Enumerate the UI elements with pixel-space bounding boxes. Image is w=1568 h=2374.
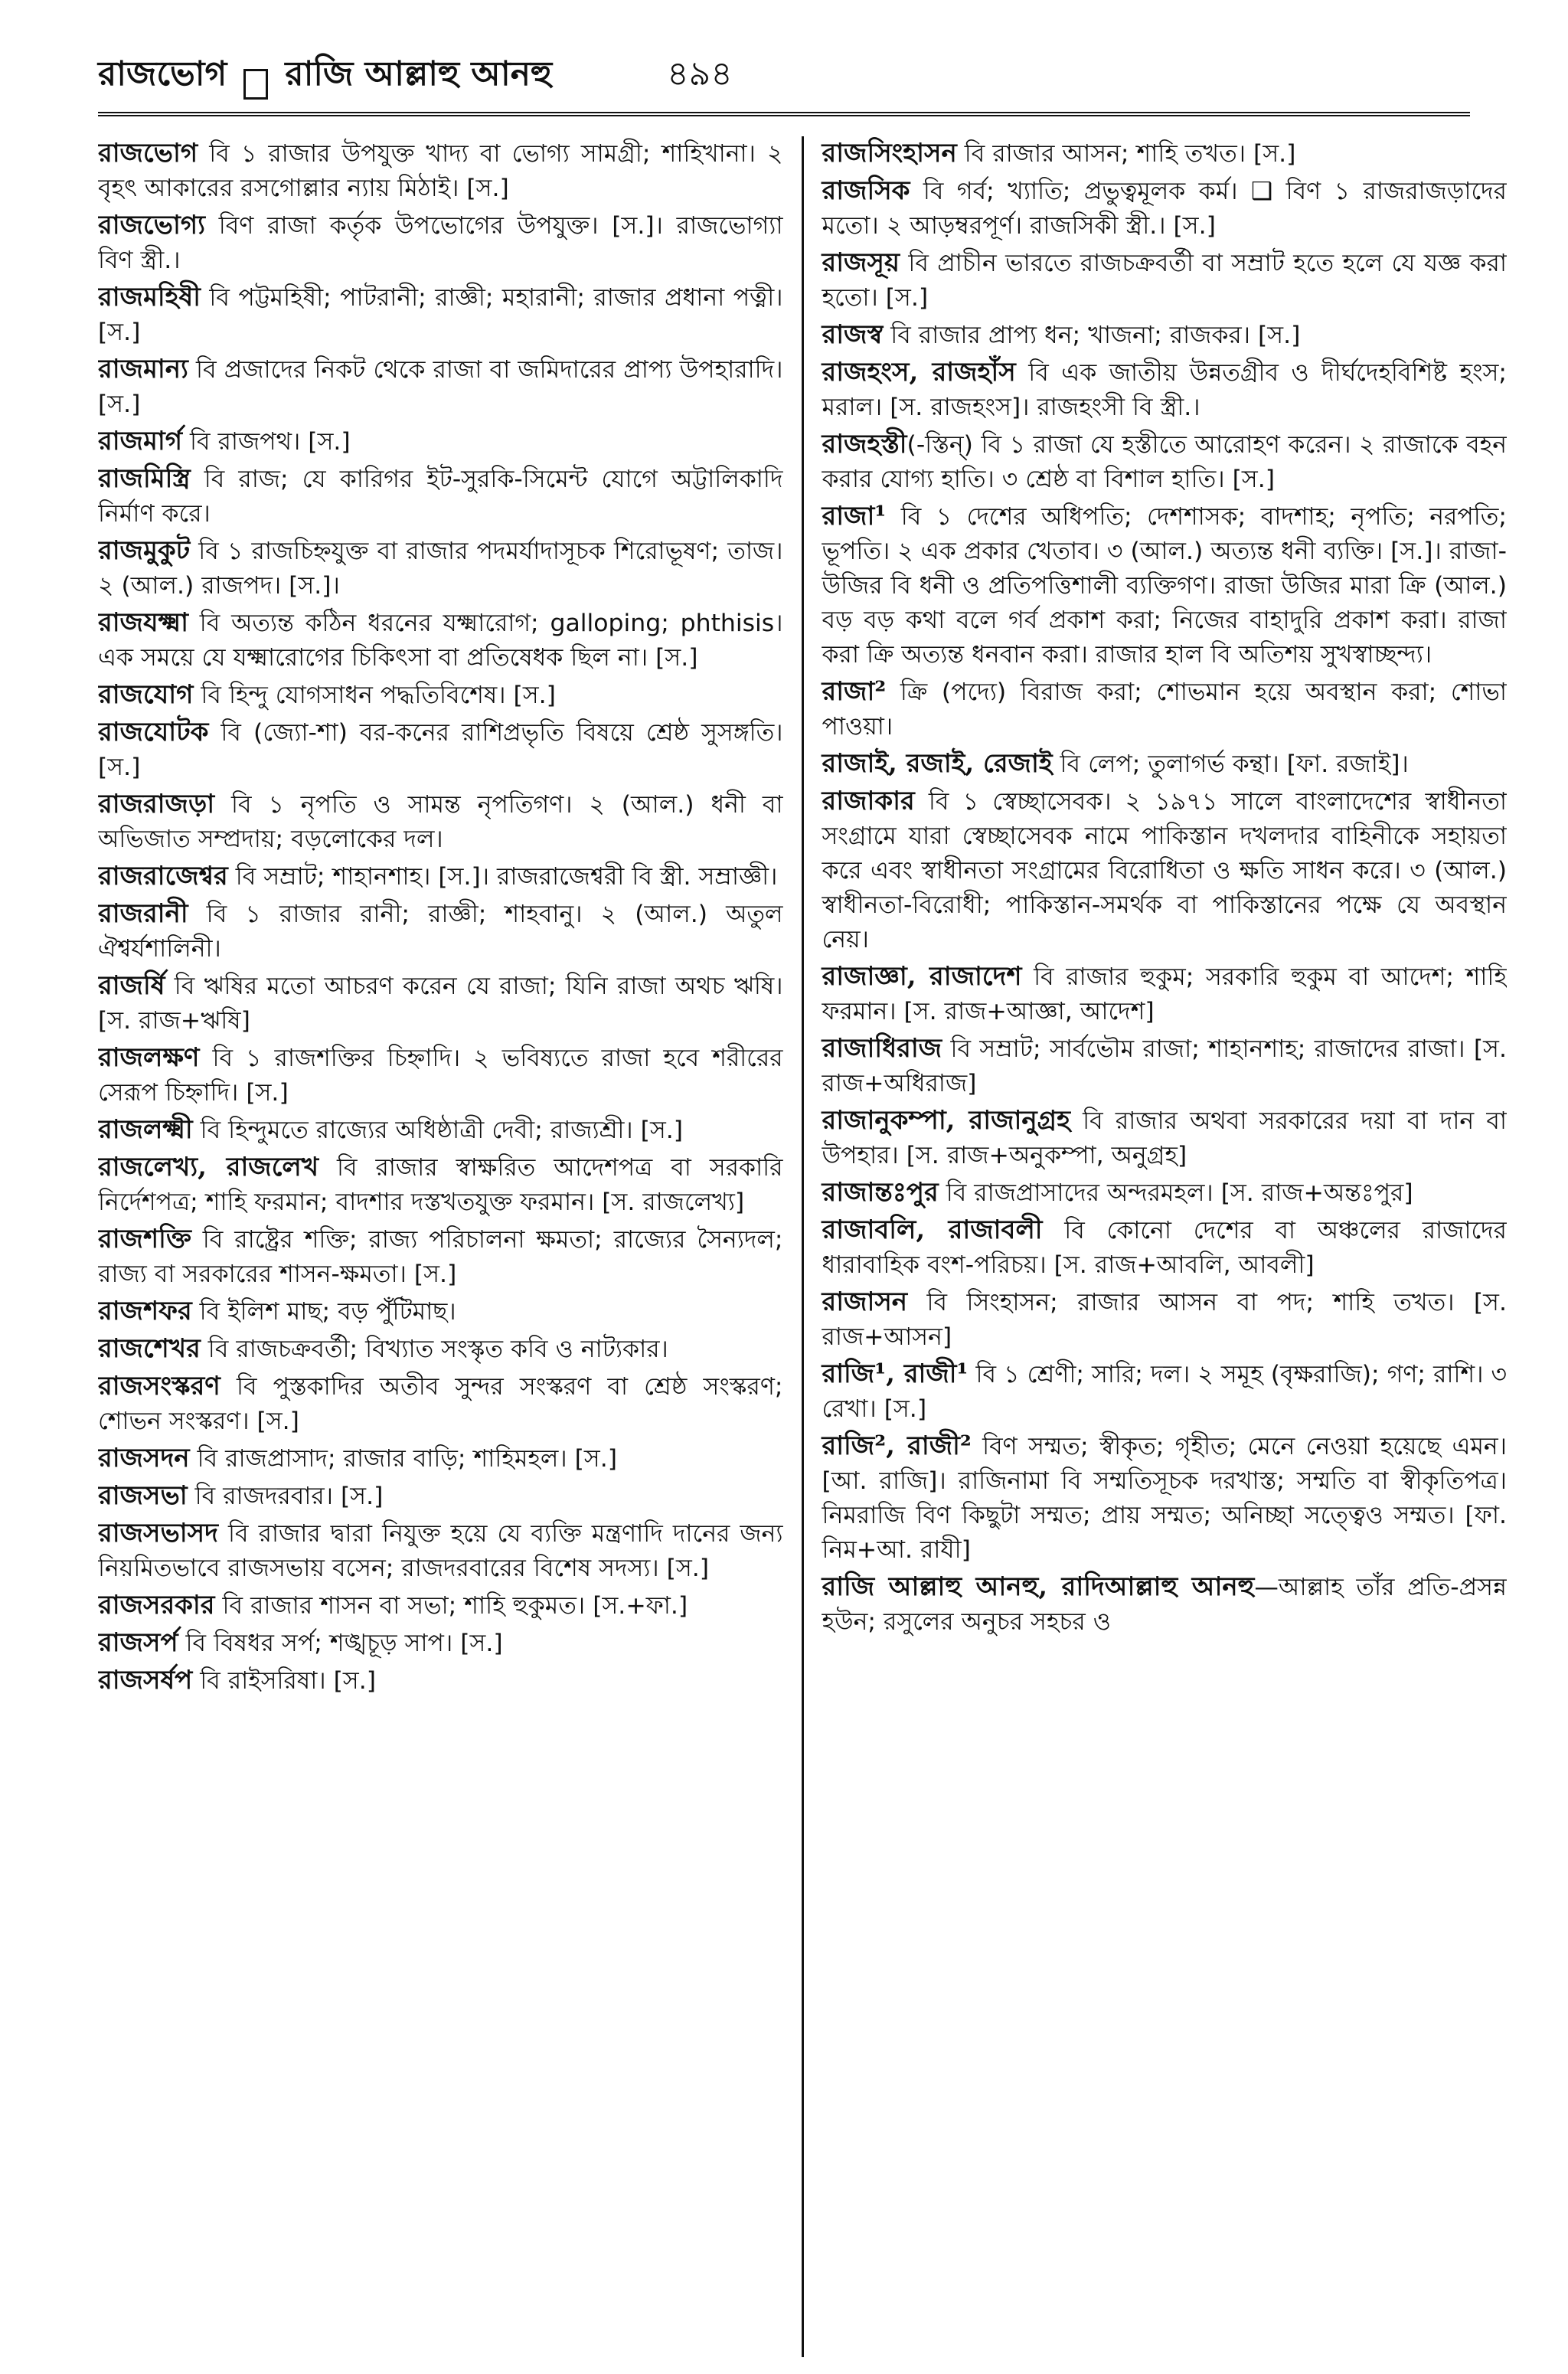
dictionary-entry [98,897,783,966]
entry-definition: বি রাজার হুকুম; সরকারি হুকুম বা আদেশ; শাহি ফরমান। [স. রাজ+আজ্ঞা, আদেশ] [822,963,1507,1025]
entry-headword: রাজানুকম্পা, রাজানুগ্রহ [822,1105,1070,1136]
entry-definition: বি অত্যন্ত কঠিন ধরনের যক্ষ্মারোগ; galloping; phthisis। এক সময়ে যে যক্ষ্মারোগের চিকিৎসা বা প্রতিষেধক ছিল না। [স.] [98,610,783,672]
entry-definition: বি রাজপ্রাসাদ; রাজার বাড়ি; শাহিমহল। [স.] [189,1445,618,1473]
entry-headword: রাজস্ব [822,319,884,350]
dictionary-entry [822,1285,1508,1355]
entry-definition: বি বিষধর সর্প; শঙ্খচূড় সাপ। [স.] [178,1630,503,1657]
entry-definition: বি ১ স্বেচ্ছাসেবক। ২ ১৯৭১ সালে বাংলাদেশের স্বাধীনতা সংগ্রামে যারা স্বেচ্ছাসেবক নামে পাকিস্তান দখলদার বাহিনীকে সহায়তা করে এবং স্বাধীনতা সংগ্রামের বিরোধিতা ও ক্ষতি সাধন করে। ৩ (আল.) স্বাধীনতা-বিরোধী; পাকিস্তান-সমর্থক বা পাকিস্তানের পক্ষে যে অবস্থান নেয়। [822,788,1507,953]
entry-definition: বি রাজার স্বাক্ষরিত আদেশপত্র বা সরকারি নির্দেশপত্র; শাহি ফরমান; বাদশার দস্তখতযুক্ত ফরমান। [স. রাজলেখ্য] [98,1154,783,1216]
dictionary-entry [98,1369,783,1439]
dictionary-entry [98,424,783,459]
left-column [98,136,802,2357]
entry-definition: (-স্তিন্) বি ১ রাজা যে হস্তীতে আরোহণ করেন। ২ রাজাকে বহন করার যোগ্য হাতি। ৩ শ্রেষ্ঠ বা বিশাল হাতি। [স.] [822,431,1507,493]
left-guide-word: রাজভোগ [98,54,227,93]
entry-definition: বি ঋষির মতো আচরণ করেন যে রাজা; যিনি রাজা অথচ ঋষি। [স. রাজ+ঋষি] [98,973,783,1035]
entry-headword: রাজহংস, রাজহাঁস [822,357,1016,387]
entry-headword: রাজসূয় [822,247,900,278]
entry-headword: রাজমিস্ত্রি [98,463,191,494]
entry-definition: বি (জ্যো-শা) বর-কনের রাশিপ্রভৃতি বিষয়ে শ্রেষ্ঠ সুসঙ্গতি। [স.] [98,719,783,781]
entry-definition: বি ১ রাজচিহ্নযুক্ত বা রাজার পদমর্যাদাসূচক শিরোভূষণ; তাজ। ২ (আল.) রাজপদ। [স.]। [98,538,783,600]
dictionary-entry [822,246,1508,316]
entry-definition: বি ১ শ্রেণী; সারি; দল। ২ সমূহ (বৃক্ষরাজি); গণ; রাশি। ৩ রেখা। [স.] [822,1361,1507,1423]
entry-headword: রাজরাজেশ্বর [98,861,228,891]
entry-definition: বি এক জাতীয় উন্নতগ্রীব ও দীর্ঘদেহবিশিষ্ট হংস; মরাল। [স. রাজহংস]। রাজহংসী বি স্ত্রী.। [822,359,1507,421]
entry-definition: ক্রি (পদ্যে) বিরাজ করা; শোভমান হয়ে অবস্থান করা; শোভা পাওয়া। [822,679,1507,741]
dictionary-entry [98,606,783,675]
entry-definition: বি রাজ; যে কারিগর ইট-সুরকি-সিমেন্ট যোগে অট্টালিকাদি নির্মাণ করে। [98,466,783,528]
entry-headword: রাজলেখ্য, রাজলেখ [98,1152,319,1182]
entry-definition: বি রাইসরিষা। [স.] [192,1667,377,1695]
right-guide-word: রাজি আল্লাহু আনহু [285,54,553,93]
dictionary-entry [822,1570,1508,1640]
dictionary-entry [822,747,1508,782]
dictionary-entry [98,678,783,713]
dictionary-entry [98,715,783,785]
entry-headword: রাজরাজড়া [98,789,215,819]
entry-definition: বি ১ রাজশক্তির চিহ্নাদি। ২ ভবিষ্যতে রাজা হবে শরীরের সেরূপ চিহ্নাদি। [স.] [98,1045,783,1107]
entry-definition: বি লেপ; তুলাগর্ভ কন্থা। [ফা. রজাই]। [1052,750,1409,778]
page-number: ৪৯৪ [667,54,733,93]
entry-headword: রাজভোগ্য [98,210,205,240]
entry-definition: বি গর্ব; খ্যাতি; প্রভুত্বমূলক কর্ম। ❑ বিণ ১ রাজরাজড়াদের মতো। ২ আড়ম্বরপূর্ণ। রাজসিকী স্ত্রী.। [স.] [822,178,1507,240]
dictionary-entry [822,1213,1508,1283]
entry-headword: রাজহস্তী [822,429,907,459]
entry-headword: রাজসর্প [98,1627,178,1658]
entry-headword: রাজি আল্লাহু আনহু, রাদিআল্লাহু আনহু [822,1571,1255,1602]
dictionary-entry [98,1516,783,1586]
entry-headword: রাজসদন [98,1443,190,1473]
entry-headword: রাজলক্ষ্মী [98,1114,193,1145]
entry-headword: রাজাবলি, রাজাবলী [822,1215,1043,1245]
dictionary-entry [98,280,783,350]
dictionary-entry [98,208,783,278]
entry-headword: রাজি², রাজী² [822,1431,972,1461]
entry-definition: বি পুস্তকাদির অতীব সুন্দর সংস্করণ বা শ্রেষ্ঠ সংস্করণ; শোভন সংস্করণ। [স.] [98,1373,783,1435]
dictionary-entry [822,499,1508,672]
dictionary-entry [822,136,1508,172]
entry-definition: বি ইলিশ মাছ; বড় পুঁটিমাছ। [191,1298,456,1326]
entry-definition: বিণ সম্মত; স্বীকৃত; গৃহীত; মেনে নেওয়া হয়েছে এমন। [আ. রাজি]। রাজিনামা বি সম্মতিসূচক দরখাস্ত; সম্মতি বা স্বীকৃতিপত্র। নিমরাজি বিণ কিছুটা সম্মত; প্রায় সম্মত; অনিচ্ছা সত্ত্বেও সম্মত। [ফা. নিম+আ. রাযী] [822,1433,1507,1564]
entry-headword: রাজা¹ [822,501,887,531]
guide-separator-box-icon [243,69,268,100]
dictionary-entry [98,1626,783,1661]
entry-headword: রাজমান্য [98,354,188,384]
dictionary-entry [98,1479,783,1514]
entry-headword: রাজান্তঃপুর [822,1177,939,1208]
dictionary-entry [98,859,783,894]
entry-definition: বি হিন্দুমতে রাজ্যের অধিষ্ঠাত্রী দেবী; রাজ্যশ্রী। [স.] [192,1117,684,1144]
entry-definition: বি রাজার শাসন বা সভা; শাহি হুকুমত। [স.+ফা.] [214,1592,688,1620]
entry-headword: রাজর্ষি [98,970,165,1001]
entry-headword: রাজসর্ষপ [98,1665,193,1695]
entry-definition: বি প্রজাদের নিকট থেকে রাজা বা জমিদারের প্রাপ্য উপহারাদি। [স.] [98,356,783,418]
dictionary-entry [98,1588,783,1624]
entry-headword: রাজা² [822,676,887,707]
dictionary-entry [822,427,1508,497]
entry-headword: রাজসরকার [98,1590,215,1620]
entry-definition: বিণ রাজা কর্তৃক উপভোগের উপযুক্ত। [স.]। রাজভোগ্যা বিণ স্ত্রী.। [98,212,783,274]
entry-definition: বি সম্রাট; শাহানশাহ। [স.]। রাজরাজেশ্বরী বি স্ত্রী. সম্রাজ্ঞী। [227,863,778,891]
dictionary-entry [98,1332,783,1367]
entry-definition: বি প্রাচীন ভারতে রাজচক্রবর্তী বা সম্রাট হতে হলে যে যজ্ঞ করা হতো। [স.] [822,250,1507,312]
entry-definition: বি রাজার প্রাপ্য ধন; খাজনা; রাজকর। [স.] [883,322,1301,349]
entry-headword: রাজশফর [98,1296,192,1326]
entry-headword: রাজযক্ষ্মা [98,607,188,638]
dictionary-entry [822,174,1508,244]
dictionary-entry [822,355,1508,425]
entry-headword: রাজি¹, রাজী¹ [822,1359,969,1389]
dictionary-entry [822,1104,1508,1173]
entry-headword: রাজাই, রজাই, রেজাই [822,748,1053,779]
dictionary-entry [98,969,783,1038]
entry-definition: বি পট্টমহিষী; পাটরানী; রাজ্ঞী; মহারানী; রাজার প্রধানা পত্নী। [স.] [98,284,783,346]
dictionary-entry [822,960,1508,1029]
entry-headword: রাজমহিষী [98,282,201,312]
dictionary-entry [98,462,783,531]
dictionary-entry [98,1441,783,1476]
dictionary-entry [822,675,1508,744]
entry-definition: বি রাজপথ। [স.] [182,428,351,456]
entry-headword: রাজাজ্ঞা, রাজাদেশ [822,961,1022,992]
entry-columns [98,136,1507,2357]
dictionary-entry [822,784,1508,957]
entry-headword: রাজলক্ষণ [98,1042,200,1073]
entry-definition: বি ১ দেশের অধিপতি; দেশশাসক; বাদশাহ; নৃপতি; নরপতি; ভূপতি। ২ এক প্রকার খেতাব। ৩ (আল.) অত্যন্ত ধনী ব্যক্তি। [স.]। রাজা-উজির বি ধনী ও প্রতিপত্তিশালী ব্যক্তিগণ। রাজা উজির মারা ক্রি (আল.) বড় বড় কথা বলে গর্ব প্রকাশ করা; নিজের বাহাদুরি প্রকাশ করা। রাজা করা ক্রি অত্যন্ত ধনবান করা। রাজার হাল বি অতিশয় সুখস্বাচ্ছন্দ্য। [822,503,1507,669]
entry-headword: রাজসভা [98,1480,188,1511]
entry-definition: বি রাজার আসন; শাহি তখত। [স.] [956,140,1296,168]
dictionary-entry [98,1150,783,1220]
entry-headword: রাজাধিরাজ [822,1033,942,1064]
entry-definition: বি রাষ্ট্রের শক্তি; রাজ্য পরিচালনা ক্ষমতা; রাজ্যের সৈন্যদল; রাজ্য বা সরকারের শাসন-ক্ষমতা। [স.] [98,1226,783,1288]
dictionary-entry [98,787,783,857]
entry-headword: রাজসিক [822,175,910,206]
entry-definition: বি সিংহাসন; রাজার আসন বা পদ; শাহি তখত। [স. রাজ+আসন] [822,1289,1507,1351]
dictionary-entry [822,1357,1508,1427]
entry-definition: বি রাজার দ্বারা নিযুক্ত হয়ে যে ব্যক্তি মন্ত্রণাদি দানের জন্য নিয়মিতভাবে রাজসভায় বসেন; রাজদরবারের বিশেষ সদস্য। [স.] [98,1520,783,1582]
dictionary-entry [822,318,1508,353]
entry-headword: রাজযোটক [98,717,209,747]
dictionary-entry [98,1222,783,1292]
entry-headword: রাজসংস্করণ [98,1371,220,1401]
dictionary-entry [98,1113,783,1148]
entry-headword: রাজরানী [98,898,188,929]
entry-headword: রাজাকার [822,786,915,816]
entry-headword: রাজমুকুট [98,535,191,566]
entry-definition: —আল্লাহ তাঁর প্রতি-প্রসন্ন হউন; রসুলের অনুচর সহচর ও [822,1574,1507,1636]
entry-definition: বি ১ রাজার রানী; রাজ্ঞী; শাহবানু। ২ (আল.) অতুল ঐশ্বর্যশালিনী। [98,901,783,963]
dictionary-entry [822,1176,1508,1211]
entry-headword: রাজসিংহাসন [822,138,957,168]
dictionary-entry [98,534,783,603]
entry-headword: রাজমার্গ [98,426,183,456]
dictionary-entry [822,1032,1508,1101]
entry-definition: বি সম্রাট; সার্বভৌম রাজা; শাহানশাহ; রাজাদের রাজা। [স. রাজ+অধিরাজ] [822,1035,1507,1097]
entry-definition: বি ১ নৃপতি ও সামন্ত নৃপতিগণ। ২ (আল.) ধনী বা অভিজাত সম্প্রদায়; বড়লোকের দল। [98,791,783,853]
entry-headword: রাজশেখর [98,1333,201,1364]
entry-headword: রাজশক্তি [98,1224,191,1254]
entry-headword: রাজভোগ [98,138,198,168]
dictionary-entry [98,136,783,206]
page-header [98,28,1470,116]
dictionary-entry [98,352,783,422]
dictionary-entry [98,1041,783,1110]
entry-headword: রাজাসন [822,1287,908,1317]
entry-headword: রাজসভাসদ [98,1518,218,1548]
entry-definition: বি ১ রাজার উপযুক্ত খাদ্য বা ভোগ্য সামগ্রী; শাহিখানা। ২ বৃহৎ আকারের রসগোল্লার ন্যায় মিঠাই। [স.] [98,140,783,202]
entry-headword: রাজযোগ [98,679,194,710]
right-column [804,136,1508,2357]
entry-definition: বি হিন্দু যোগসাধন পদ্ধতিবিশেষ। [স.] [193,682,556,709]
dictionary-entry [98,1294,783,1329]
entry-definition: বি রাজচক্রবর্তী; বিখ্যাত সংস্কৃত কবি ও নাট্যকার। [200,1336,668,1363]
dictionary-entry [98,1663,783,1699]
dictionary-entry [822,1429,1508,1568]
entry-definition: বি রাজপ্রাসাদের অন্দরমহল। [স. রাজ+অন্তঃপুর] [938,1179,1413,1207]
entry-definition: বি রাজদরবার। [স.] [187,1483,384,1510]
entry-definition: বি কোনো দেশের বা অঞ্চলের রাজাদের ধারাবাহিক বংশ-পরিচয়। [স. রাজ+আবলি, আবলী] [822,1217,1507,1279]
entry-definition: বি রাজার অথবা সরকারের দয়া বা দান বা উপহার। [স. রাজ+অনুকম্পা, অনুগ্রহ] [822,1107,1507,1169]
